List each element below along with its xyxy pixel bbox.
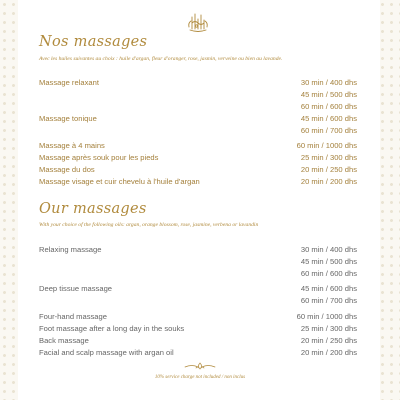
item-price: 20 min / 200 dhs <box>300 348 357 357</box>
item-name: Massage visage et cuir chevelu à l'huile d'argan <box>39 177 200 186</box>
item-name: Four-hand massage <box>39 312 107 321</box>
item-name: Foot massage after a long day in the souks <box>39 324 185 333</box>
item-price: 20 min / 250 dhs <box>300 165 357 174</box>
item-price: 45 min / 600 dhs <box>300 114 357 123</box>
item-price: 25 min / 300 dhs <box>300 153 357 162</box>
item-price: 60 min / 600 dhs <box>300 101 357 111</box>
item-name: Back massage <box>39 336 89 345</box>
item-price: 30 min / 400 dhs <box>300 245 357 254</box>
section-subtitle-fr: Avec les huiles suivantes au choix : huile d'argan, fleur d'oranger, rose, jasmin, verveine ou bien au lavande. <box>39 56 283 62</box>
item-price: 25 min / 300 dhs <box>300 324 357 333</box>
item-name: Deep tissue massage <box>39 284 113 293</box>
item-price: 60 min / 700 dhs <box>300 295 357 305</box>
item-name: Facial and scalp massage with argan oil <box>39 348 174 357</box>
item-price: 45 min / 500 dhs <box>300 89 357 99</box>
item-price: 45 min / 500 dhs <box>300 256 357 266</box>
item-price: 20 min / 250 dhs <box>300 336 357 345</box>
item-name: Massage du dos <box>39 165 95 174</box>
item-name: Massage après souk pour les pieds <box>39 153 159 162</box>
item-price: 60 min / 600 dhs <box>300 268 357 278</box>
item-price: 60 min / 1000 dhs <box>296 141 357 150</box>
section-title-en: Our massages <box>39 201 147 217</box>
item-name: Relaxing massage <box>39 245 102 254</box>
arabic-calligraphy-logo-icon <box>186 11 210 33</box>
ornament-divider-icon <box>184 362 216 370</box>
item-price: 60 min / 1000 dhs <box>296 312 357 321</box>
service-charge-note: 10% service charge not included / non inclus <box>154 375 246 380</box>
item-name: Massage à 4 mains <box>39 141 105 150</box>
item-name: Massage relaxant <box>39 78 99 87</box>
section-title-fr: Nos massages <box>39 34 148 50</box>
item-price: 60 min / 700 dhs <box>300 125 357 135</box>
item-price: 30 min / 400 dhs <box>300 78 357 87</box>
item-price: 20 min / 200 dhs <box>300 177 357 186</box>
section-subtitle-en: With your choice of the following oils: argan, orange blossom, rose, jasmine, verbena or lavandin <box>39 222 259 228</box>
item-name: Massage tonique <box>39 114 97 123</box>
item-price: 45 min / 600 dhs <box>300 284 357 293</box>
